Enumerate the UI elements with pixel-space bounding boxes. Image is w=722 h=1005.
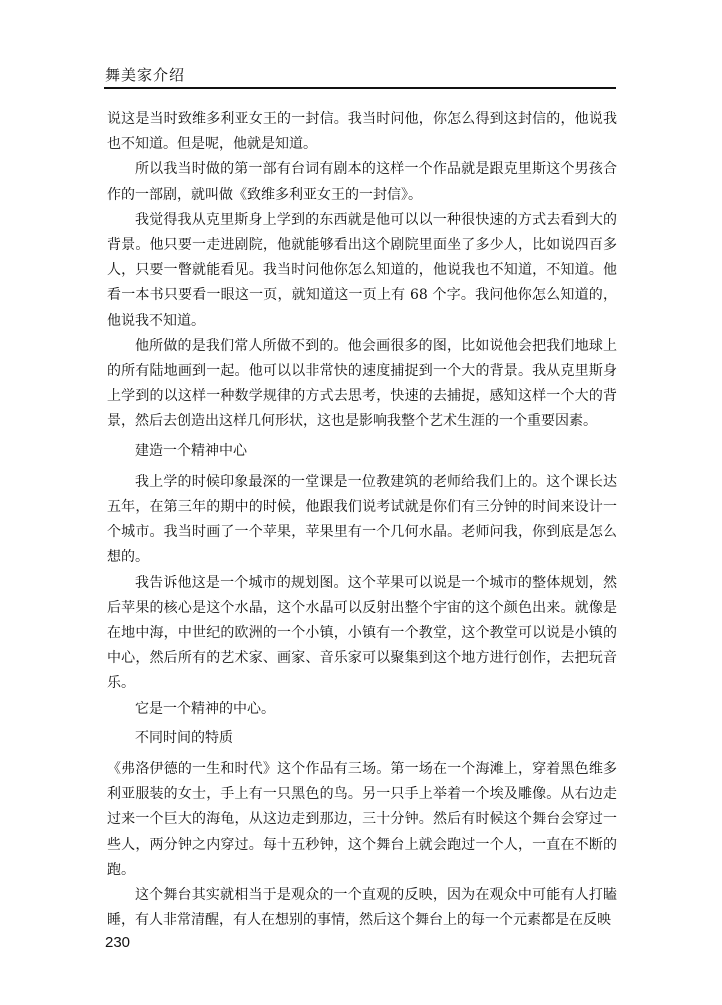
section-heading: 不同时间的特质: [135, 729, 233, 746]
header-rule: [104, 87, 616, 89]
section-heading: 建造一个精神中心: [135, 442, 247, 459]
paragraph: 我上学的时候印象最深的一堂课是一位教建筑的老师给我们上的。这个课长达五年，在第三年的期中的时候，他跟我们说考试就是你们有三分钟的时间来设计一个城市。我当时画了一个苹果，苹果里有一个几何水晶。老师问我，你到底是怎么想的。: [107, 473, 617, 566]
paragraph: 所以我当时做的第一部有台词有剧本的这样一个作品就是跟克里斯这个男孩合作的一部剧，就叫做《致维多利亚女王的一封信》。: [107, 161, 617, 203]
paragraph: 它是一个精神的中心。: [135, 700, 275, 717]
paragraph: 我告诉他这是一个城市的规划图。这个苹果可以说是一个城市的整体规划，然后苹果的核心是这个水晶，这个水晶可以反射出整个宇宙的这个颜色出来。就像是在地中海，中世纪的欧洲的一个小镇，小镇有一个教堂，这个教堂可以说是小镇的中心，然后所有的艺术家、画家、音乐家可以聚集到这个地方进行创作，去把玩音乐。: [107, 574, 617, 692]
paragraph: 他所做的是我们常人所做不到的。他会画很多的图，比如说他会把我们地球上的所有陆地画到一起。他可以以非常快的速度捕捉到一个大的背景。我从克里斯身上学到的以这样一种数学规律的方式去思考，快速的去捕捉，感知这样一个大的背景，然后去创造出这样几何形状，这也是影响我整个艺术生涯的一个重要因素。: [107, 337, 617, 430]
paragraph: 我觉得我从克里斯身上学到的东西就是他可以以一种很快速的方式去看到大的背景。他只要一走进剧院，他就能够看出这个剧院里面坐了多少人，比如说四百多人，只要一瞥就能看见。我当时问他你怎么知道的，他说我也不知道，不知道。他看一本书只要看一眼这一页，就知道这一页上有 68 个字。我问他你怎么知道的，他说我不知道。: [107, 211, 617, 329]
text-body: [107, 107, 617, 934]
page-number: 230: [105, 934, 131, 951]
paragraph: 《弗洛伊德的一生和时代》这个作品有三场。第一场在一个海滩上，穿着黑色维多利亚服装的女士，手上有一只黑色的鸟。另一只手上举着一个埃及雕像。从右边走过来一个巨大的海龟，从这边走到那边，三十分钟。然后有时候这个舞台会穿过一些人，两分钟之内穿过。每十五秒钟，这个舞台上就会跑过一个人，一直在不断的跑。: [107, 761, 617, 878]
running-title: 舞美家介绍: [105, 66, 186, 84]
paragraph: 说这是当时致维多利亚女王的一封信。我当时问他，你怎么得到这封信的，他说我也不知道。但是呢，他就是知道。: [107, 111, 617, 153]
paragraph: 这个舞台其实就相当于是观众的一个直观的反映，因为在观众中可能有人打瞌睡，有人非常清醒，有人在想别的事情，然后这个舞台上的每一个元素都是在反映: [107, 887, 617, 929]
